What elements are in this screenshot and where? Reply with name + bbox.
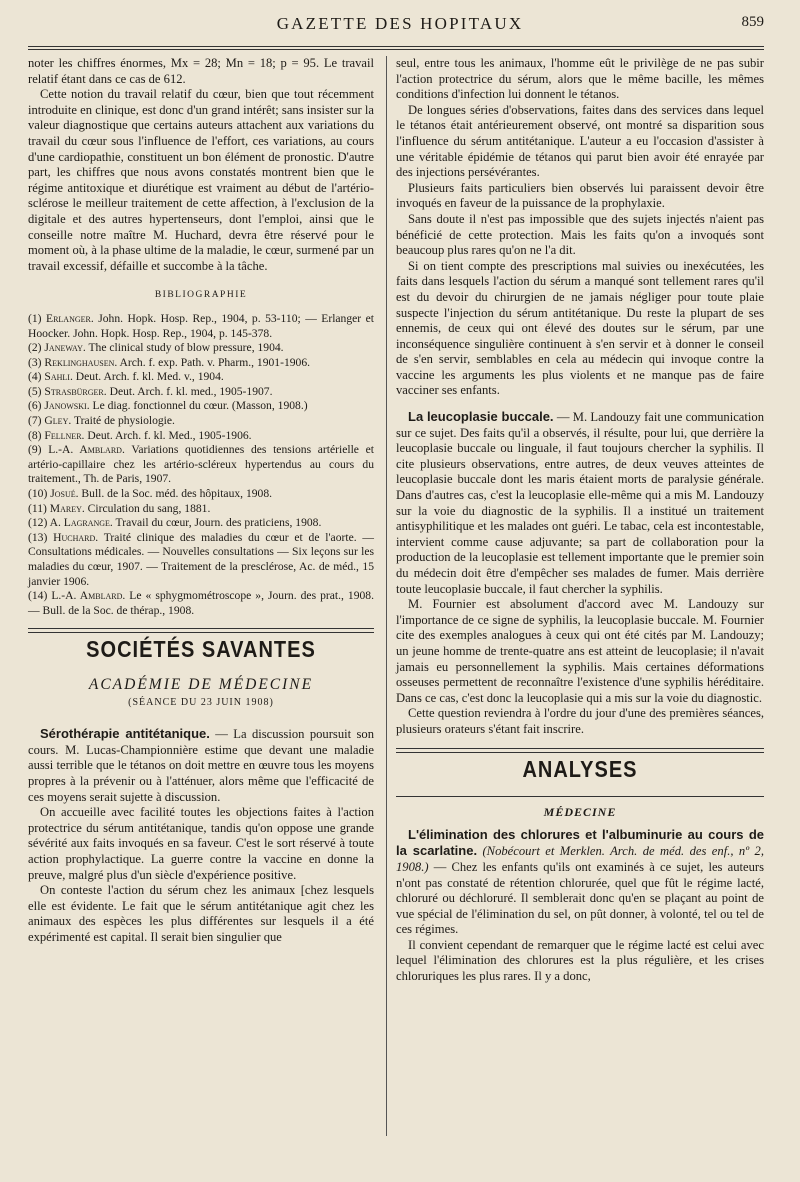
academy-heading: ACADÉMIE DE MÉDECINE [88, 675, 314, 693]
right-column [396, 56, 764, 985]
bib-entry: (7) Gley. Traité de physiologie. [28, 414, 175, 428]
paragraph: La leucoplasie buccale. — M. Landouzy fait une communication sur ce sujet. Des faits qu'il a observés, il résulte, pour lui, que derrière la leucoplasie buccale ou linguale, il faut toujours chercher la syphilis. Il cite plusieurs observations, entre autres, de deux veuves atteintes de leucoplasie buccale dont les maris étaient morts de paralysie générale. Dans d'autres cas, c'est la leucoplasie elle-même qui a mis M. Landouzy sur la voie du diagnostic de la syphilis. Il a institué un traitement antisyphilitique et les malades ont guéri. Le tabac, cela est incontestable, intervient comme cause adjuvante; sa part de collaboration pour la production de la leucoplasie est tellement importante que le premier soin du médecin doit être d'empêcher ses malades de fumer. Mais derrière toute leucoplasie buccale, il faut chercher la syphilis. [396, 409, 764, 596]
paragraph: Cette question reviendra à l'ordre du jour d'une des premières séances, plusieurs orateurs s'étant fait inscrire. [396, 706, 764, 736]
paragraph: Il convient cependant de remarquer que le régime lacté est celui avec lequel l'élimination des chlorures est la plus régulière, et les crises chloruriques les plus rares. Il y a donc, [396, 937, 764, 984]
article-reference: (Nobécourt et Merklen. Arch. de méd. des enf., nº 2, 1908.) [396, 844, 764, 874]
paragraph: noter les chiffres énormes, Mx = 28; Mn = 18; p = 95. Le travail relatif étant dans ce cas de 612. [28, 56, 374, 86]
article-title: Sérothérapie antitétanique. [40, 726, 210, 742]
paragraph: Cette notion du travail relatif du cœur, bien que tout récemment introduite en clinique, est donc d'un grand intérêt; sans insister sur la valeur diagnostique que certains auteurs attachent aux variations du travail du cœur sous l'influence de l'effort, ces variations, au cours d'une cardiopathie, constituent un bon élément de pronostic. D'autre part, les chiffres que nous avons constatés montrent bien que le régime antitoxique et diurétique est vraiment au début de l'artério-sclérose le meilleur traitement de cette affection, à l'exclusion de la digitale et des autres hypertenseurs, dont l'emploi, ainsi que le conseille notre maître M. Huchard, devra être réservé pour le moment où, à la phase ultime de la maladie, le cœur, surmené par un travail excessif, défaille et succombe à la tâche. [28, 87, 374, 273]
bib-entry: (8) Fellner. Deut. Arch. f. kl. Med., 1905-1906. [28, 428, 252, 442]
session-date: (SÉANCE DU 23 JUIN 1908) [128, 696, 274, 708]
section-rule [28, 628, 374, 633]
article-title: La leucoplasie buccale. [408, 409, 554, 425]
running-header [0, 12, 800, 42]
bib-entry: (1) Erlanger. John. Hopk. Hosp. Rep., 1904, p. 53-110; — Erlanger et Hoocker. John. Hopk. Hosp. Rep., 1904, p. 145-378. [28, 311, 374, 340]
bib-entry: (10) Josué. Bull. de la Soc. méd. des hôpitaux, 1908. [28, 487, 273, 501]
paragraph: M. Fournier est absolument d'accord avec M. Landouzy sur l'importance de ce signe de syphilis, la leucoplasie buccale. M. Fournier cite des exemples analogues à ceux qui ont été cités par M. Landouzy; un jeune homme de trente-quatre ans est atteint de leucoplasie; il n'avait jamais eu personnellement la syphilis. Mais certaines déformations osseuses permettent de reconnaître l'existence d'une syphilis héréditaire. Dans ce cas, c'est donc la leucoplasie qui a mis sur la voie du diagnostic. [396, 597, 764, 705]
bib-entry: (11) Marey. Circulation du sang, 1881. [28, 501, 211, 515]
journal-title: GAZETTE DES HOPITAUX [276, 14, 524, 33]
paragraph: Sans doute il n'est pas impossible que des sujets injectés n'aient pas bénéficié de cette protection. Mais les faits qu'on a invoqués sont beaucoup plus rares qu'on ne l'a dit. [396, 211, 764, 258]
paragraph: Si on tient compte des prescriptions mal suivies ou inexécutées, les faits dans lesquels l'action du sérum a manqué sont tellement rares qu'il est du devoir du chirurgien de ne jamais négliger pour toute plaie suspecte l'injection du sérum antitétanique. Du reste la plupart de ses ennemis, de ceux qui ont élevé des doutes sur le sérum, par une inconséquence singulière continuent à s'en servir et à donner le conseil de s'en servir, semblables en cela au médecin qui invoque contre la vaccine les arguments les plus violents et ne manque pas de faire vacciner ses enfants. [396, 258, 764, 398]
paragraph: Plusieurs faits particuliers bien observés lui paraissent devoir être invoqués en faveur de la puissance de la prophylaxie. [396, 180, 764, 211]
paragraph: L'élimination des chlorures et l'albuminurie au cours de la scarlatine. (Nobécourt et Merklen. Arch. de méd. des enf., nº 2, 1908.) — Chez les enfants qu'ils ont examinés à ce sujet, les auteurs n'ont pas constaté de rétention chlorurée, quel que fût le régime lacté, chloruré ou déchloruré. Il semblerait donc qu'en se plaçant au point de vue spécial de l'élimination du sel, on pût donner, à volonté, tel ou tel de ces régimes. [396, 826, 764, 937]
header-rule [28, 46, 764, 47]
section-rule [396, 748, 764, 753]
header-rule-thin [28, 49, 764, 50]
paragraph: seul, entre tous les animaux, l'homme eût le privilège de ne pas subir l'action protectrice du sérum, alors que le même bacille, les mêmes conditions d'infection lui donnent le tétanos. [396, 56, 764, 102]
left-column [28, 56, 374, 945]
paragraph: On accueille avec facilité toutes les objections faites à l'action protectrice du sérum antitétanique, tandis qu'on oppose une grande sévérité aux faits invoqués en sa faveur. C'est le sort réservé à toute action prophylactique. La guerre contre la vaccine en donne la preuve, malgré plus d'un siècle d'expérience positive. [28, 805, 374, 882]
paragraph: De longues séries d'observations, faites dans des services dans lequel le tétanos était antérieurement observé, ont montré sa disparition sous l'influence du sérum antitétanique. L'auteur a eu l'occasion d'assister à une véritable épidémie de tétanos qui parut bien avoir été enrayée par des injections persévérantes. [396, 102, 764, 180]
bib-entry: (5) Strasbürger. Deut. Arch. f. kl. med., 1905-1907. [28, 384, 273, 398]
article-title: L'élimination des chlorures et l'albuminurie au cours de la scarlatine. [396, 826, 764, 859]
bib-entry: (14) L.-A. Amblard. Le « sphygmométroscope », Journ. des prat., 1908. — Bull. de la Soc. de thérap., 1908. [28, 589, 374, 617]
bib-entry: (9) L.-A. Amblard. Variations quotidiennes des tensions artérielle et artério-capillaire chez les artério-scléreux hypertendus au cours du traitement., Th. de Paris, 1907. [28, 443, 374, 486]
paragraph: Sérothérapie antitétanique. — La discussion poursuit son cours. M. Lucas-Championnière estime que devant une maladie aussi terrible que le tétanos on doit mettre en œuvre tous les moyens propres à la prévenir ou à l'atténuer, alors même que l'efficacité de ces moyens serait sujette à discussion. [28, 726, 375, 804]
column-divider [386, 56, 387, 1136]
subsection-rule [396, 796, 764, 797]
subsection-heading: MÉDECINE [543, 805, 617, 820]
bibliography-heading: BIBLIOGRAPHIE [154, 290, 248, 301]
section-heading: ANALYSES [522, 756, 638, 783]
bib-entry: (12) A. Lagrange. Travail du cœur, Journ. des praticiens, 1908. [28, 516, 322, 530]
bibliography-list [28, 312, 374, 618]
section-heading: SOCIÉTÉS SAVANTES [86, 637, 316, 663]
bib-entry: (13) Huchard. Traité clinique des maladies du cœur et de l'aorte. — Consultations médicales. — Nouvelles consultations — Six leçons sur les maladies du cœur, 1907. — Traitement de la presclérose, Ac. de méd., 15 janvier 1906. [28, 530, 374, 588]
paragraph: On conteste l'action du sérum chez les animaux [chez lesquels elle est évidente. Le fait que le sérum antitétanique agit chez les animaux des espèces les plus différentes sur lesquels il a été expérimenté est capital. Il serait bien singulier que [28, 883, 374, 944]
bib-entry: (2) Janeway. The clinical study of blow pressure, 1904. [28, 341, 284, 355]
bib-entry: (6) Janowski. Le diag. fonctionnel du cœur. (Masson, 1908.) [28, 399, 308, 413]
page-number: 859 [741, 14, 764, 30]
bib-entry: (4) Sahli. Deut. Arch. f. kl. Med. v., 1904. [28, 370, 224, 384]
bib-entry: (3) Reklinghausen. Arch. f. exp. Path. v. Pharm., 1901-1906. [28, 355, 311, 369]
